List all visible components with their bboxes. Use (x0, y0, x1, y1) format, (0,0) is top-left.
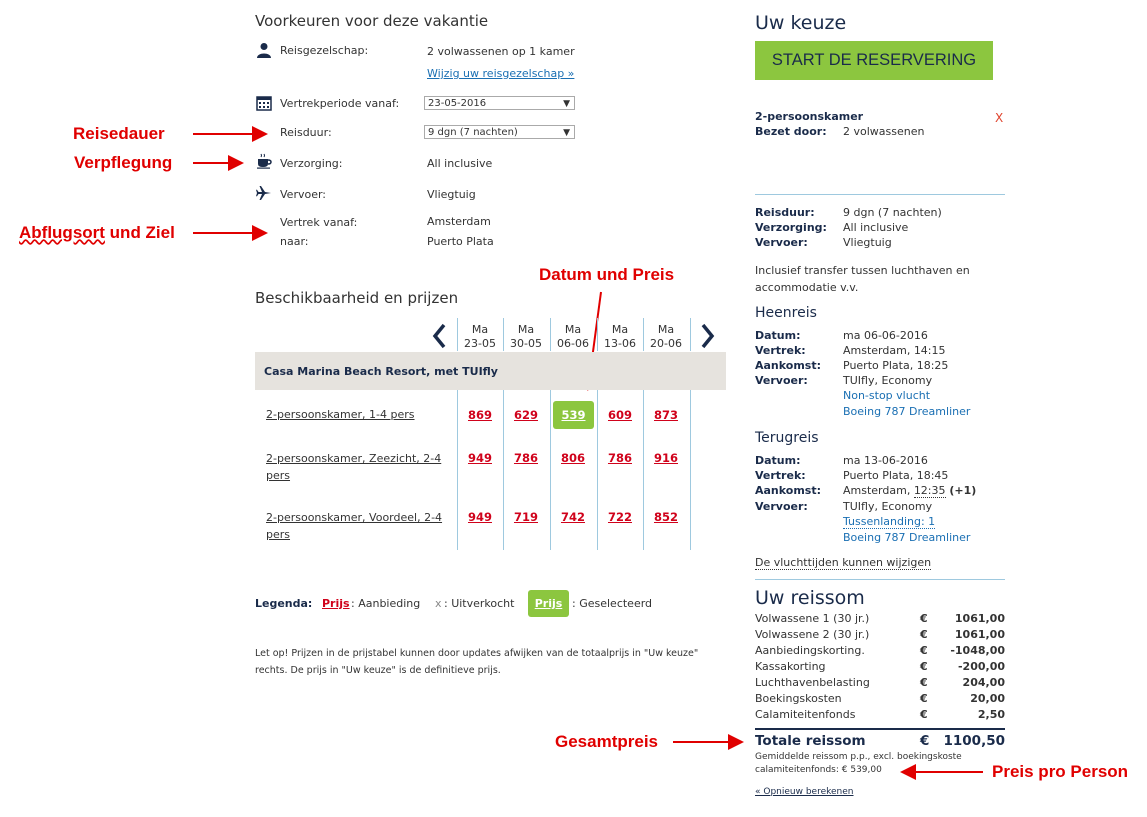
recalculate-link[interactable]: « Opnieuw berekenen (755, 787, 854, 797)
return-arr-plus: (+1) (945, 484, 977, 497)
summary-transport-value: Vliegtuig (843, 236, 892, 249)
currency-symbol: € (920, 676, 928, 689)
day-dow: Ma (517, 323, 535, 336)
price-cell[interactable]: 742 (560, 510, 585, 524)
price-cell[interactable]: 869 (467, 408, 492, 422)
duration-value: 9 dgn (7 nachten) (428, 127, 518, 138)
return-carrier-label: Vervoer: (755, 500, 808, 513)
column-divider (550, 390, 551, 550)
price-cell[interactable]: 719 (513, 510, 538, 524)
currency-symbol: € (920, 612, 928, 625)
remove-room-button[interactable]: X (995, 111, 1004, 125)
costs-title: Uw reissom (755, 587, 865, 609)
price-cell[interactable]: 873 (653, 408, 678, 422)
room-name-1[interactable]: 2-persoonskamer, Zeezicht, 2-4 pers (266, 452, 442, 482)
board-label: Verzorging: (280, 157, 343, 170)
currency-symbol: € (920, 628, 928, 641)
return-aircraft[interactable]: Boeing 787 Dreamliner (843, 531, 971, 544)
departure-period-label: Vertrekperiode vanaf: (280, 97, 400, 110)
legend-soldout-text: : Uitverkocht (444, 597, 515, 610)
day-date: 06-06 (557, 337, 589, 350)
avg-price-line1: Gemiddelde reissom p.p., excl. boekingskoste (755, 752, 962, 762)
cost-label: Aanbiedingskorting. (755, 644, 865, 657)
selected-price-cell[interactable] (553, 401, 594, 429)
currency-symbol: € (920, 644, 928, 657)
total-divider (755, 728, 1005, 730)
cost-row (755, 628, 1005, 644)
annotation-verpflegung: Verpflegung (74, 153, 173, 172)
column-divider (690, 318, 691, 351)
outbound-dep-label: Vertrek: (755, 344, 806, 357)
day-header-3 (597, 323, 643, 351)
from-label: Vertrek vanaf: (280, 216, 358, 229)
preferences-title: Voorkeuren voor deze vakantie (255, 12, 489, 30)
column-divider (690, 390, 691, 550)
currency-symbol: € (920, 692, 928, 705)
outbound-carrier-label: Vervoer: (755, 374, 808, 387)
travel-party-value: 2 volwassenen op 1 kamer (427, 45, 575, 58)
divider (755, 579, 1005, 580)
availability-title: Beschikbaarheid en prijzen (255, 289, 459, 307)
transport-label: Vervoer: (280, 188, 327, 201)
legend-offer-text: : Aanbieding (351, 597, 421, 610)
day-date: 30-05 (510, 337, 542, 350)
total-row (755, 733, 1005, 751)
total-currency: € (920, 733, 930, 749)
return-arr-label: Aankomst: (755, 484, 822, 497)
day-dow: Ma (657, 323, 675, 336)
total-label: Totale reissom (755, 733, 866, 749)
to-value: Puerto Plata (427, 235, 494, 248)
start-reservation-button[interactable]: START DE RESERVERING (755, 41, 993, 80)
change-party-link[interactable]: Wijzig uw reisgezelschap » (427, 67, 575, 80)
cost-value: 1061,00 (954, 628, 1005, 641)
cost-row (755, 660, 1005, 676)
price-cell[interactable]: 786 (513, 451, 538, 465)
chevron-right-icon[interactable] (700, 323, 716, 349)
room-name-0[interactable]: 2-persoonskamer, 1-4 pers (266, 408, 415, 421)
room-name: 2-persoonskamer (755, 110, 864, 123)
outbound-stop-info[interactable]: Non-stop vlucht (843, 389, 931, 402)
choice-title: Uw keuze (755, 12, 847, 34)
day-header-0 (457, 323, 503, 351)
return-dep-label: Vertrek: (755, 469, 806, 482)
cost-value: -1048,00 (950, 644, 1005, 657)
return-date: ma 13-06-2016 (843, 454, 928, 467)
summary-board-value: All inclusive (843, 221, 909, 234)
outbound-title: Heenreis (755, 305, 817, 321)
day-dow: Ma (564, 323, 582, 336)
transport-value: Vliegtuig (427, 188, 476, 201)
summary-board-label: Verzorging: (755, 221, 827, 234)
return-arr-city: Amsterdam, (843, 484, 914, 497)
currency-symbol: € (920, 660, 928, 673)
currency-symbol: € (920, 708, 928, 721)
annotation-preis-pro-person: Preis pro Person (992, 762, 1129, 781)
cost-label: Kassakorting (755, 660, 826, 673)
day-dow: Ma (611, 323, 629, 336)
total-value: 1100,50 (943, 733, 1005, 749)
price-cell[interactable]: 916 (653, 451, 678, 465)
legend-offer-sample: Prijs (322, 597, 350, 610)
cost-row (755, 708, 1005, 724)
day-dow: Ma (471, 323, 489, 336)
outbound-date: ma 06-06-2016 (843, 329, 928, 342)
outbound-carrier: TUIfly, Economy (843, 374, 933, 387)
cost-row (755, 644, 1005, 660)
return-arr (843, 484, 976, 497)
annotation-abflugsort-word: Abflugsort (19, 223, 105, 242)
cost-row (755, 612, 1005, 628)
annotation-und-ziel: und Ziel (109, 223, 175, 242)
annotation-gesamtpreis: Gesamtpreis (555, 732, 658, 751)
day-date: 23-05 (464, 337, 496, 350)
divider (755, 194, 1005, 195)
occupied-value: 2 volwassenen (843, 125, 925, 138)
cost-value: -200,00 (957, 660, 1005, 673)
price-cell[interactable]: 852 (653, 510, 678, 524)
legend-selected-sample-text: Prijs (534, 597, 563, 610)
flight-times-note[interactable]: De vluchttijden kunnen wijzigen (755, 556, 932, 569)
summary-duration-value: 9 dgn (7 nachten) (843, 206, 942, 219)
price-cell[interactable]: 949 (467, 451, 492, 465)
day-date: 13-06 (604, 337, 636, 350)
to-label: naar: (280, 235, 309, 248)
price-cell[interactable]: 786 (607, 451, 632, 465)
return-dep: Puerto Plata, 18:45 (843, 469, 949, 482)
price-cell[interactable]: 629 (513, 408, 538, 422)
day-header-1 (503, 323, 549, 351)
price-note: Let op! Prijzen in de prijstabel kunnen door updates afwijken van de totaalprijs in "Uw keuze" rechts. De prijs in "Uw keuze" is de definitieve prijs. (255, 648, 699, 676)
cost-value: 2,50 (977, 708, 1005, 721)
return-arr-time: 12:35 (913, 484, 946, 497)
legend-label: Legenda: (255, 597, 313, 610)
cost-value: 1061,00 (954, 612, 1005, 625)
dropdown-arrow-icon: ▼ (563, 128, 570, 138)
return-carrier: TUIfly, Economy (843, 500, 933, 513)
dropdown-arrow-icon: ▼ (563, 99, 570, 109)
day-header-2 (550, 323, 596, 351)
price-cell[interactable]: 609 (607, 408, 632, 422)
return-title: Terugreis (755, 430, 819, 446)
return-date-label: Datum: (755, 454, 801, 467)
from-value: Amsterdam (427, 215, 491, 228)
duration-label: Reisduur: (280, 126, 332, 139)
cost-label: Boekingskosten (755, 692, 842, 705)
outbound-date-label: Datum: (755, 329, 801, 342)
travel-party-label: Reisgezelschap: (280, 44, 369, 57)
cost-value: 204,00 (962, 676, 1005, 689)
legend-selected-text: : Geselecteerd (572, 597, 653, 610)
summary-duration-label: Reisduur: (755, 206, 815, 219)
day-date: 20-06 (650, 337, 682, 350)
selected-price-value: 539 (561, 408, 586, 422)
cost-label: Luchthavenbelasting (755, 676, 870, 689)
hotel-bar (255, 352, 726, 390)
room-name-2[interactable]: 2-persoonskamer, Voordeel, 2-4 pers (266, 511, 443, 541)
cost-label: Volwassene 1 (30 jr.) (755, 612, 870, 625)
transfer-note: Inclusief transfer tussen luchthaven en accommodatie v.v. (755, 264, 970, 294)
outbound-dep: Amsterdam, 14:15 (843, 344, 946, 357)
avg-price-line2: calamiteitenfonds: € 539,00 (755, 765, 882, 775)
occupied-label: Bezet door: (755, 125, 827, 138)
outbound-aircraft[interactable]: Boeing 787 Dreamliner (843, 405, 971, 418)
departure-period-value: 23-05-2016 (428, 98, 487, 109)
summary-transport-label: Vervoer: (755, 236, 808, 249)
price-cell[interactable]: 949 (467, 510, 492, 524)
return-stop-info[interactable]: Tussenlanding: 1 (843, 515, 936, 528)
annotation-datum-preis: Datum und Preis (539, 265, 675, 284)
chevron-left-icon[interactable] (431, 323, 447, 349)
outbound-arr-label: Aankomst: (755, 359, 822, 372)
cost-label: Volwassene 2 (30 jr.) (755, 628, 870, 641)
cost-row (755, 676, 1005, 692)
outbound-arr: Puerto Plata, 18:25 (843, 359, 949, 372)
board-value: All inclusive (427, 157, 493, 170)
cost-label: Calamiteitenfonds (755, 708, 856, 721)
cost-row (755, 692, 1005, 708)
day-header-4 (643, 323, 689, 351)
price-cell[interactable]: 722 (607, 510, 632, 524)
cost-value: 20,00 (970, 692, 1005, 705)
price-cell[interactable]: 806 (560, 451, 585, 465)
annotation-reisedauer: Reisedauer (73, 124, 165, 143)
hotel-name: Casa Marina Beach Resort, met TUIfly (264, 365, 498, 378)
legend-soldout-sample: x (435, 597, 442, 610)
legend-selected-sample (528, 590, 569, 617)
